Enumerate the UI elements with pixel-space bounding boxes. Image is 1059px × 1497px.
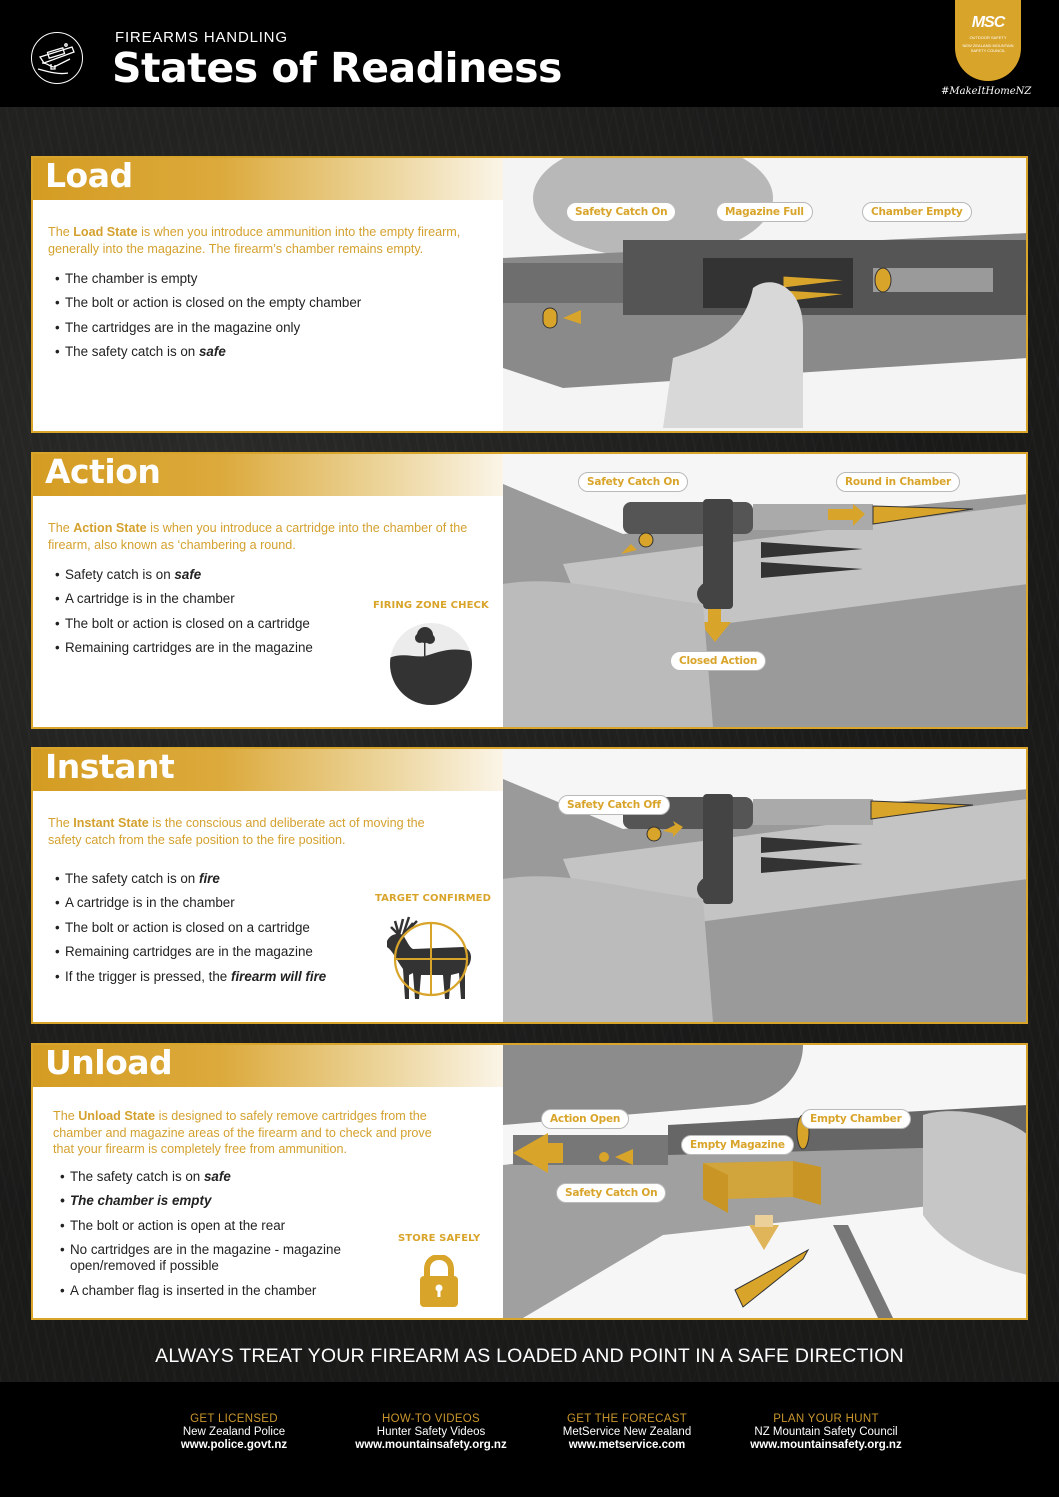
footer-org: MetService New Zealand — [562, 1426, 692, 1438]
rifle-photo-load — [503, 158, 1028, 431]
rifle-photo-instant — [503, 749, 1028, 1022]
state-intro: The Load State is when you introduce ammunition into the empty firearm, generally into the magazine. The firearm’s chamber remains empty. — [48, 225, 461, 256]
state-title: Instant — [45, 747, 175, 786]
callout-safety-catch-off: Safety Catch Off — [558, 795, 670, 815]
state-intro: The Action State is when you introduce a cartridge into the chamber of the firearm, also known as ‘chambering a round. — [48, 521, 468, 552]
footer — [0, 1382, 1059, 1497]
safety-slogan: ALWAYS TREAT YOUR FIREARM AS LOADED AND POINT IN A SAFE DIRECTION — [155, 1345, 904, 1367]
bullet-item: • A chamber flag is inserted in the chamber — [60, 1283, 360, 1299]
bullet-item: • The cartridges are in the magazine only — [55, 320, 385, 336]
bullet-item: • The safety catch is on safe — [55, 344, 385, 360]
page-title: States of Readiness — [112, 44, 562, 92]
tree-hill-circle-icon — [389, 622, 473, 706]
msc-logo-badge — [955, 0, 1021, 81]
bullet-item: • The bolt or action is closed on the empty chamber — [55, 295, 385, 311]
title-band — [33, 1045, 503, 1087]
state-title: Unload — [45, 1043, 173, 1082]
state-bullets — [60, 1169, 360, 1307]
bullet-item: • Remaining cartridges are in the magazine — [55, 640, 385, 656]
state-intro: The Unload State is designed to safely remove cartridges from the chamber and magazine areas of the firearm and to check and prove that your firearm is completely free from ammunition. — [53, 1109, 432, 1156]
state-title: Action — [45, 452, 161, 491]
bullet-item: • No cartridges are in the magazine - magazine open/removed if possible — [60, 1242, 360, 1274]
bullet-item: • The chamber is empty — [55, 271, 385, 287]
footer-link[interactable]: www.metservice.com — [568, 1439, 686, 1451]
bullet-item: • Remaining cartridges are in the magazine — [55, 944, 385, 960]
footer-link[interactable]: www.mountainsafety.org.nz — [750, 1439, 902, 1451]
bullet-item: • The bolt or action is closed on a cartridge — [55, 920, 385, 936]
title-band — [33, 158, 503, 200]
callout-closed-action: Closed Action — [670, 651, 766, 671]
state-panel-action — [31, 452, 1028, 729]
title-band — [33, 749, 503, 791]
state-bullets — [55, 271, 385, 369]
state-panel-load — [31, 156, 1028, 433]
callout-empty-magazine: Empty Magazine — [681, 1135, 794, 1155]
state-intro: The Instant State is the conscious and deliberate act of moving the safety catch from the safe position to the fire position. — [48, 816, 425, 847]
footer-col-how-to-videos — [331, 1413, 531, 1451]
state-bullets — [55, 567, 385, 665]
panel-text — [33, 454, 503, 727]
rifle-illustration — [503, 158, 1028, 431]
target-confirmed-label: TARGET CONFIRMED — [375, 893, 491, 904]
rifle-photo-action — [503, 454, 1028, 727]
title-band — [33, 454, 503, 496]
bullet-item: • The bolt or action is closed on a cartridge — [55, 616, 385, 632]
panel-text — [33, 749, 503, 1022]
msc-logo-line1: OUTDOOR SAFETY — [969, 35, 1007, 40]
footer-link[interactable]: www.mountainsafety.org.nz — [355, 1439, 507, 1451]
footer-link[interactable]: www.police.govt.nz — [180, 1439, 288, 1451]
header-kicker: FIREARMS HANDLING — [115, 29, 288, 46]
msc-logo-line2: NEW ZEALAND MOUNTAIN SAFETY COUNCIL — [962, 43, 1014, 53]
deer-crosshair-icon — [381, 913, 477, 1003]
rifle-illustration — [503, 1045, 1028, 1318]
footer-org: New Zealand Police — [182, 1426, 286, 1438]
bullet-item: • The bolt or action is open at the rear — [60, 1218, 360, 1234]
callout-safety-catch-on: Safety Catch On — [566, 202, 676, 222]
footer-col-get-licensed — [134, 1413, 334, 1451]
state-panel-instant — [31, 747, 1028, 1024]
header — [0, 0, 1059, 107]
rifle-illustration — [503, 454, 1028, 727]
firing-zone-check-label: FIRING ZONE CHECK — [373, 600, 489, 611]
callout-round-in-chamber: Round in Chamber — [836, 472, 960, 492]
bullet-item: • The chamber is empty — [60, 1193, 360, 1209]
callout-chamber-empty: Chamber Empty — [862, 202, 972, 222]
footer-org: Hunter Safety Videos — [376, 1426, 486, 1438]
footer-heading: GET THE FORECAST — [566, 1413, 688, 1425]
rifle-photo-unload — [503, 1045, 1028, 1318]
bullet-item: • Safety catch is on safe — [55, 567, 385, 583]
footer-heading: GET LICENSED — [190, 1413, 278, 1425]
state-title: Load — [45, 156, 133, 195]
callout-safety-catch-on: Safety Catch On — [578, 472, 688, 492]
bullet-item: • If the trigger is pressed, the firearm will fire — [55, 969, 385, 985]
bullet-item: • A cartridge is in the chamber — [55, 895, 385, 911]
padlock-icon — [419, 1255, 459, 1309]
state-bullets — [55, 871, 385, 993]
footer-org: NZ Mountain Safety Council — [754, 1426, 898, 1438]
callout-action-open: Action Open — [541, 1109, 629, 1129]
callout-magazine-full: Magazine Full — [716, 202, 813, 222]
bullet-item: • A cartridge is in the chamber — [55, 591, 385, 607]
store-safely-label: STORE SAFELY — [398, 1233, 481, 1244]
footer-col-get-the-forecast — [527, 1413, 727, 1451]
footer-heading: PLAN YOUR HUNT — [773, 1413, 879, 1425]
bullet-item: • The safety catch is on safe — [60, 1169, 360, 1185]
bullet-item: • The safety catch is on fire — [55, 871, 385, 887]
footer-heading: HOW-TO VIDEOS — [381, 1413, 481, 1425]
state-panel-unload — [31, 1043, 1028, 1320]
rifle-illustration — [503, 749, 1028, 1022]
callout-safety-catch-on: Safety Catch On — [556, 1183, 666, 1203]
callout-empty-chamber: Empty Chamber — [801, 1109, 911, 1129]
rifle-circle-icon — [31, 32, 83, 84]
msc-logo-mark: MSC — [971, 14, 1005, 31]
footer-col-plan-your-hunt — [726, 1413, 926, 1451]
panel-text — [33, 158, 503, 431]
hashtag: #MakeItHomeNZ — [941, 86, 1032, 97]
panel-text — [33, 1045, 503, 1318]
